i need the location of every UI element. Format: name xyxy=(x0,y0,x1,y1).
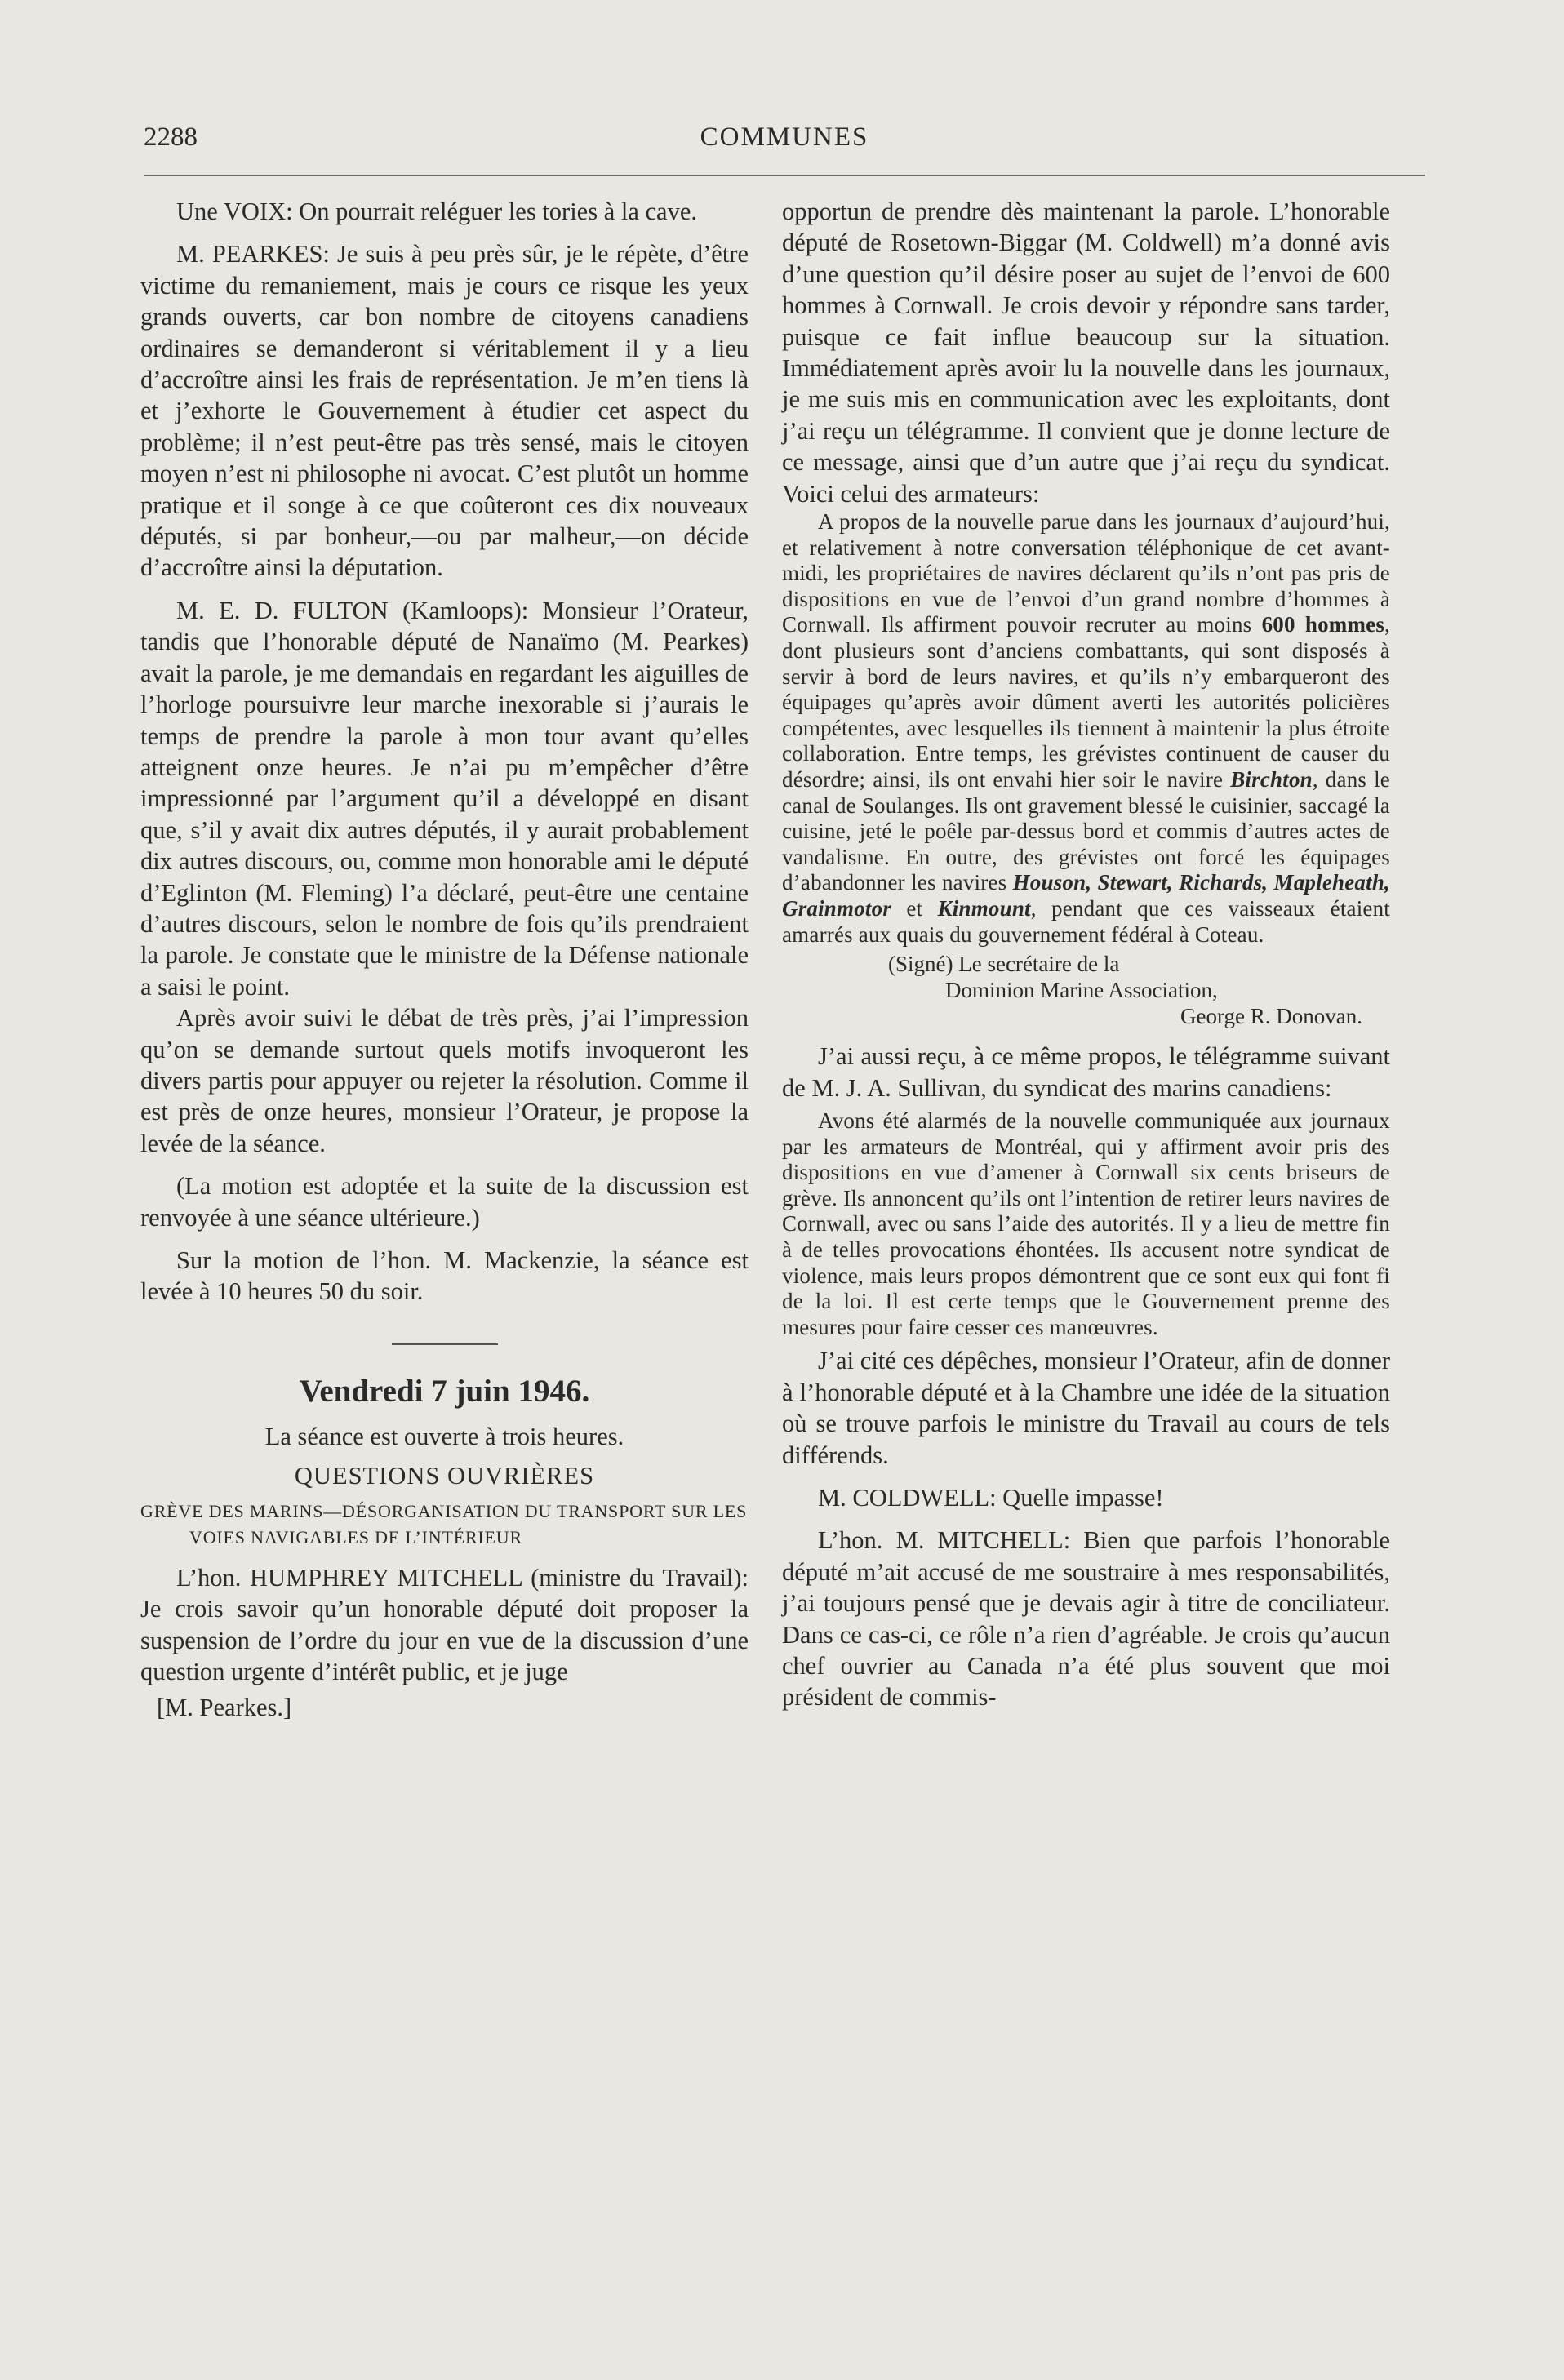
signature-line: Dominion Marine Association, xyxy=(945,978,1218,1003)
section-divider xyxy=(392,1343,498,1345)
paragraph: L’hon. HUMPHREY MITCHELL (ministre du Travail): Je crois savoir qu’un honorable député doit proposer la suspension de l’ordre du jour en vue de la discussion d’une question urgente d’intérêt public, et je juge xyxy=(140,1563,749,1686)
paragraph: Une VOIX: On pourrait reléguer les tories à la cave. xyxy=(176,198,697,225)
paragraph: (La motion est adoptée et la suite de la discussion est renvoyée à une séance ultérieure.) xyxy=(140,1172,749,1232)
date-heading: Vendredi 7 juin 1946. xyxy=(299,1373,590,1409)
paragraph: M. E. D. FULTON (Kamloops): Monsieur l’Orateur, tandis que l’honorable député de Nanaïmo (M. Pearkes) avait la parole, je me demandais en regardant les aiguilles de l’horloge poursuivre leur marche inexorable si j’aurais le temps de prendre la parole à mon tour avant qu’elles atteignent onze heures. Je n’ai pu m’empêcher d’être impressionné par l’argument qu’il a développé en disant que, s’il y avait dix autres députés, il y aurait probablement dix autres discours, ou, comme mon honorable ami le député d’Eglinton (M. Fleming) l’a déclaré, peut-être une centaine d’autres discours, selon le nombre de fois qu’ils prendraient la parole. Je constate que le ministre de la Défense nationale a saisi le point. xyxy=(140,596,749,1001)
ship-name: Birchton xyxy=(1230,767,1313,792)
subheading: GRÈVE DES MARINS—DÉSORGANISATION DU TRANSPORT SUR LES VOIES NAVIGABLES DE L’INTÉRIEUR xyxy=(140,1500,748,1547)
signature-line: George R. Donovan. xyxy=(1180,1004,1362,1029)
telegram-quote: Avons été alarmés de la nouvelle communiquée aux journaux par les armateurs de Montréal, qui y affirment avoir pris des dispositions en vue d’amener à Cornwall six cents briseurs de grève. Ils annoncent qu’ils ont l’intention de retirer leurs navires de Cornwall, avec ou sans l’aide des autorités. Il y a lieu de mettre fin à de telles provocations éhontées. Ils accusent notre syndicat de violence, mais leurs propos démontrent que ce sont eux qui font fi de la loi. Il est certe temps que le Gouvernement prenne des mesures pour faire cesser ces manœuvres. xyxy=(782,1108,1390,1339)
right-column xyxy=(782,196,1390,2331)
signature-line: (Signé) Le secrétaire de la xyxy=(888,952,1120,977)
paragraph: Après avoir suivi le débat de très près, j’ai l’impression qu’on se demande surtout quels motifs invoqueront les divers partis pour appuyer ou rejeter la résolution. Comme il est près de onze heures, monsieur l’Orateur, je propose la levée de la séance. xyxy=(140,1004,749,1157)
signature-block xyxy=(782,951,1390,1029)
quote-text: , dans le canal de Soulanges. Ils ont gravement blessé le cuisinier, saccagé la cuisine, jeté le poêle par-dessus bord et commis d’autres actes de vandalisme. En outre, des grévistes ont forcé les équipages d’abandonner les navires xyxy=(782,767,1390,895)
left-column xyxy=(140,196,749,2331)
sitting-opening: La séance est ouverte à trois heures. xyxy=(264,1422,624,1450)
quote-text: , dont plusieurs sont d’anciens combattants, qui sont disposés à servir à bord de leurs navires, et qu’ils n’y embarqueront des équipages qu’après avoir dûment averti les autorités policières compétentes, avec lesquelles ils tiennent à maintenir la plus étroite collaboration. Entre temps, les grévistes continuent de causer du désordre; ainsi, ils ont envahi hier soir le navire xyxy=(782,612,1390,792)
quote-text: A propos de la nouvelle parue dans les journaux d’aujourd’hui, et relativement à notre conversation téléphonique de cet avant-midi, les propriétaires de navires déclarent qu’ils n’ont pas pris de dispositions en vue de l’envoi d’un grand nombre d’hommes à Cornwall. Ils affirment pouvoir recruter au moins xyxy=(782,509,1390,637)
page-number: 2288 xyxy=(144,122,198,152)
paragraph: M. COLDWELL: Quelle impasse! xyxy=(818,1483,1164,1512)
ship-name: Kinmount xyxy=(937,895,1031,921)
quote-emphasis: 600 hommes xyxy=(1261,612,1385,637)
paragraph: L’hon. M. MITCHELL: Bien que parfois l’honorable député m’ait accusé de me soustraire à mes responsabilités, j’ai toujours pensé que je devais agir à titre de conciliateur. Dans ce cas-ci, ce rôle n’a rien d’agréable. Je crois qu’aucun chef ouvrier au Canada n’a été plus souvent que moi président de commis- xyxy=(782,1526,1390,1712)
paragraph: M. PEARKES: Je suis à peu près sûr, je le répète, d’être victime du remaniement, mais je cours ce risque les yeux grands ouverts, car bon nombre de citoyens canadiens ordinaires se demanderont si véritablement il y a lieu d’accroître ainsi les frais de représentation. Je m’en tiens là et j’exhorte le Gouvernement à étudier cet aspect du problème; il n’est peut-être pas très sensé, mais le citoyen moyen n’est ni philosophe ni avocat. C’est plutôt un homme pratique et il songe à ce que coûteront ces dix nouveaux députés, si par bonheur,—ou par malheur,—on décide d’accroître ainsi la députation. xyxy=(140,240,749,582)
speaker-tag: [M. Pearkes.] xyxy=(157,1694,292,1722)
header-rule xyxy=(144,175,1425,176)
paragraph: opportun de prendre dès maintenant la parole. L’honorable député de Rosetown-Biggar (M. Coldwell) m’a donné avis d’une question qu’il désire poser au sujet de l’envoi de 600 hommes à Cornwall. Je crois devoir y répondre sans tarder, puisque ce fait influe beaucoup sur la situation. Immédiatement après avoir lu la nouvelle dans les journaux, je me suis mis en communication avec les exploitants, dont j’ai reçu un télégramme. Il convient que je donne lecture de ce message, ainsi que d’un autre que j’ai reçu du syndicat. Voici celui des armateurs: xyxy=(782,198,1390,508)
paragraph: J’ai cité ces dépêches, monsieur l’Orateur, afin de donner à l’honorable député et à la Chambre une idée de la situation où se trouve parfois le ministre du Travail au cours de tels différends. xyxy=(782,1347,1390,1469)
telegram-quote xyxy=(782,509,1390,948)
running-head: COMMUNES xyxy=(700,122,869,152)
paragraph: J’ai aussi reçu, à ce même propos, le télégramme suivant de M. J. A. Sullivan, du syndicat des marins canadiens: xyxy=(782,1042,1390,1102)
page-header xyxy=(144,122,1425,158)
quote-text: , pendant que ces vaisseaux étaient amarrés aux quais du gouvernement fédéral à Coteau. xyxy=(782,895,1390,947)
section-heading: QUESTIONS OUVRIÈRES xyxy=(294,1461,595,1490)
paragraph: Sur la motion de l’hon. M. Mackenzie, la séance est levée à 10 heures 50 du soir. xyxy=(140,1246,749,1306)
ship-names: Houson, Stewart, Richards, Mapleheath, Grainmotor xyxy=(782,870,1390,921)
quote-text: et xyxy=(891,895,938,921)
